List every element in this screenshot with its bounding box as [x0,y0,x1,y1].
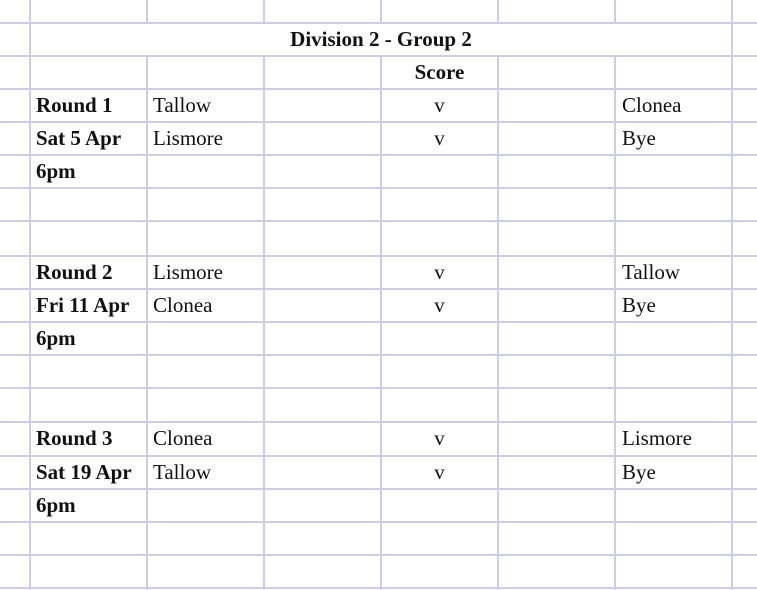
row-divider [0,587,757,589]
home-team: Clonea [153,426,213,450]
round-date: Sat 19 Apr [36,460,132,484]
away-team: Lismore [622,426,692,450]
score-header: Score [414,60,465,84]
round-label: Round 2 [36,260,113,284]
away-team: Tallow [622,260,681,284]
versus-label: v [434,260,445,284]
row-divider [0,220,757,222]
row-divider [0,554,757,556]
home-team: Lismore [153,260,223,284]
round-time: 6pm [36,493,76,517]
round-time: 6pm [36,159,76,183]
sheet-title: Division 2 - Group 2 [290,27,472,51]
versus-label: v [434,426,445,450]
home-team: Tallow [153,460,212,484]
round-label: Round 1 [36,93,113,117]
versus-label: v [434,460,445,484]
versus-label: v [434,126,445,150]
round-date: Sat 5 Apr [36,126,122,150]
away-team: Bye [622,460,656,484]
home-team: Tallow [153,93,212,117]
away-team: Bye [622,293,656,317]
row-divider [0,387,757,389]
versus-label: v [434,293,445,317]
round-time: 6pm [36,326,76,350]
versus-label: v [434,93,445,117]
away-team: Bye [622,126,656,150]
round-label: Round 3 [36,426,113,450]
home-team: Clonea [153,293,213,317]
round-date: Fri 11 Apr [36,293,130,317]
away-team: Clonea [622,93,682,117]
home-team: Lismore [153,126,223,150]
